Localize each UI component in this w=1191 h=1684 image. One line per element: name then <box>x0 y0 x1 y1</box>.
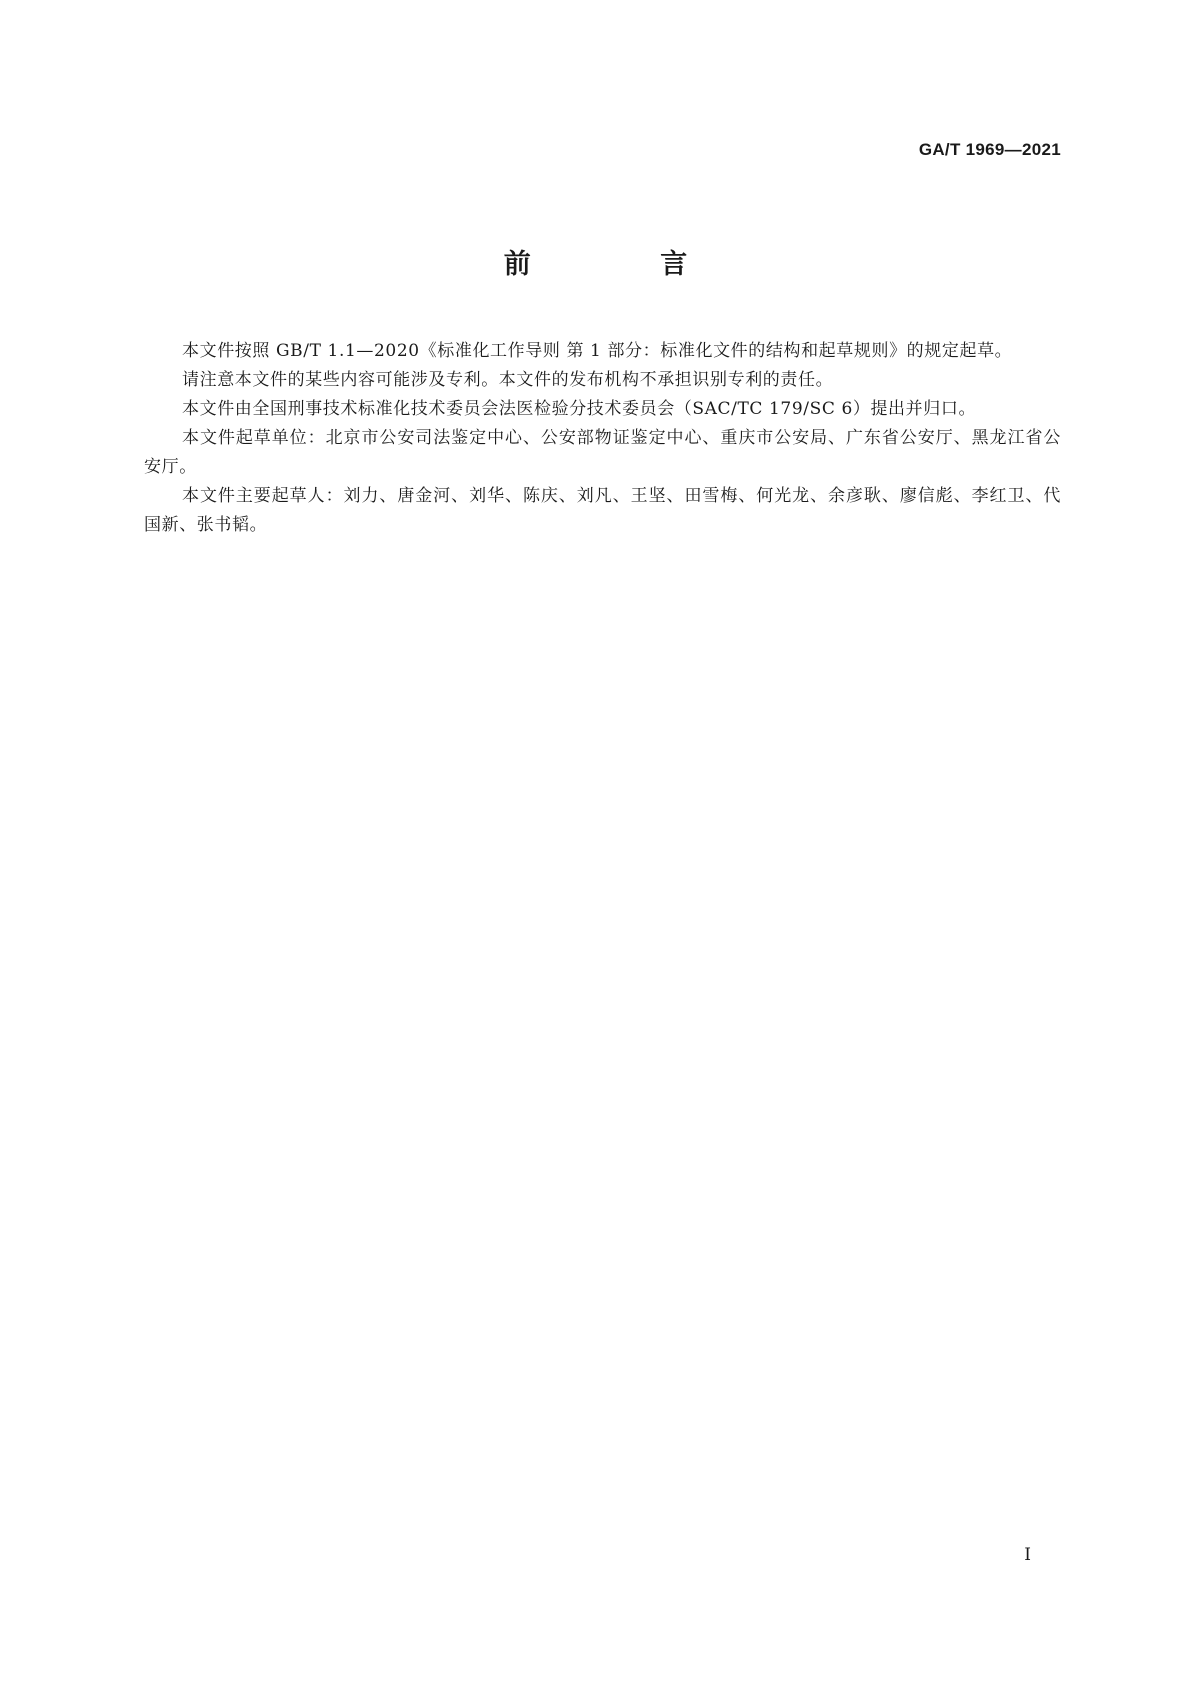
page-title: 前 言 <box>503 249 748 280</box>
paragraph-drafting-units: 本文件起草单位：北京市公安司法鉴定中心、公安部物证鉴定中心、重庆市公安局、广东省公安厅、黑龙江省公安厅。 <box>144 428 1061 477</box>
foreword-body <box>144 337 1061 540</box>
document-code: GA/T 1969—2021 <box>918 140 1061 159</box>
page-number: I <box>1024 1545 1031 1565</box>
paragraph-drafters: 本文件主要起草人：刘力、唐金河、刘华、陈庆、刘凡、王坚、田雪梅、何光龙、余彦耿、廖信彪、李红卫、代国新、张书韬。 <box>144 486 1061 535</box>
paragraph-patent-notice: 请注意本文件的某些内容可能涉及专利。本文件的发布机构不承担识别专利的责任。 <box>182 370 834 390</box>
paragraph-proposing-committee: 本文件由全国刑事技术标准化技术委员会法医检验分技术委员会（SAC/TC 179/SC 6）提出并归口。 <box>182 399 977 419</box>
paragraph-drafting-rules: 本文件按照 GB/T 1.1—2020《标准化工作导则 第 1 部分：标准化文件的结构和起草规则》的规定起草。 <box>182 341 1013 361</box>
